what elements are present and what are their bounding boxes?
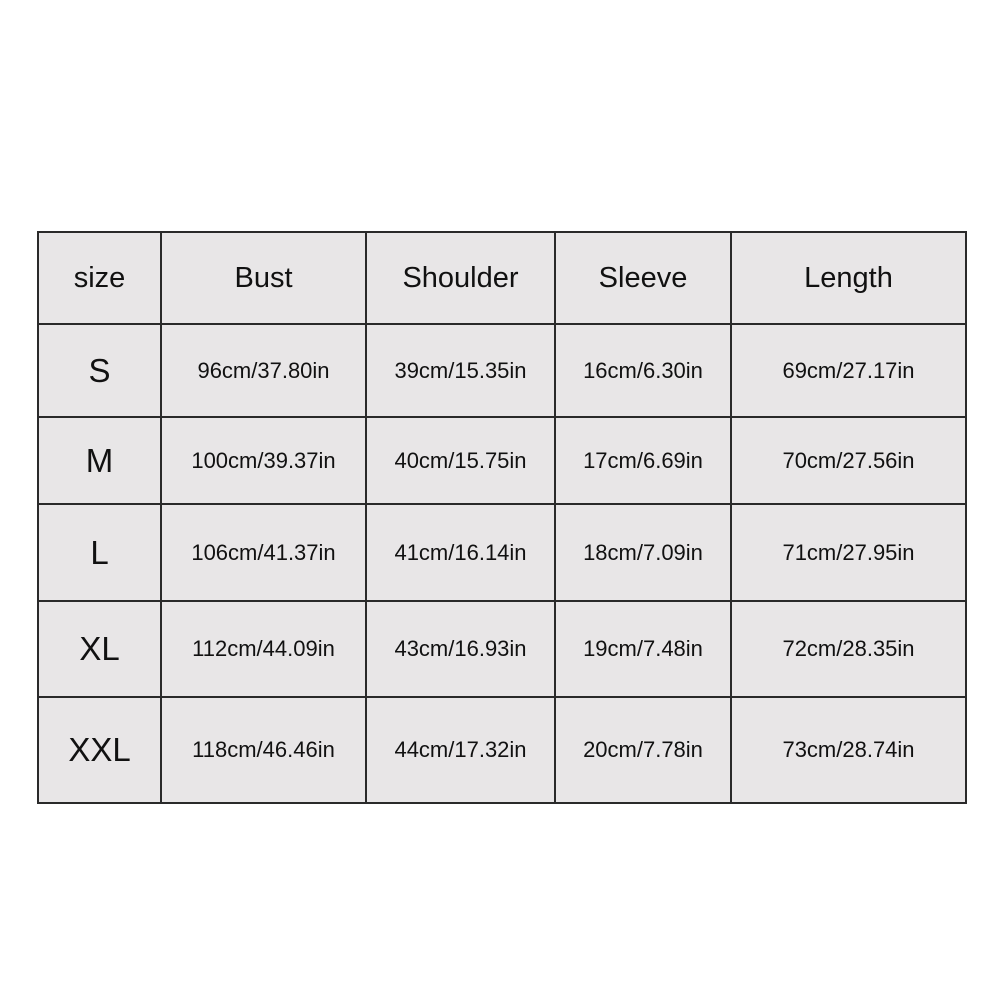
size-cell: XL <box>38 601 161 697</box>
header-row <box>38 232 966 324</box>
bust-cell: 118cm/46.46in <box>161 697 366 803</box>
bust-cell: 100cm/39.37in <box>161 417 366 504</box>
sleeve-cell: 19cm/7.48in <box>555 601 731 697</box>
length-cell: 72cm/28.35in <box>731 601 966 697</box>
sleeve-cell: 17cm/6.69in <box>555 417 731 504</box>
shoulder-cell: 39cm/15.35in <box>366 324 555 417</box>
header-bust: Bust <box>161 232 366 324</box>
header-sleeve: Sleeve <box>555 232 731 324</box>
table-row <box>38 697 966 803</box>
sleeve-cell: 16cm/6.30in <box>555 324 731 417</box>
header-length: Length <box>731 232 966 324</box>
size-cell: S <box>38 324 161 417</box>
sleeve-cell: 20cm/7.78in <box>555 697 731 803</box>
size-cell: L <box>38 504 161 601</box>
length-cell: 69cm/27.17in <box>731 324 966 417</box>
bust-cell: 106cm/41.37in <box>161 504 366 601</box>
table-row <box>38 324 966 417</box>
length-cell: 73cm/28.74in <box>731 697 966 803</box>
length-cell: 71cm/27.95in <box>731 504 966 601</box>
length-cell: 70cm/27.56in <box>731 417 966 504</box>
bust-cell: 112cm/44.09in <box>161 601 366 697</box>
table-row <box>38 504 966 601</box>
table-row <box>38 417 966 504</box>
table-row <box>38 601 966 697</box>
bust-cell: 96cm/37.80in <box>161 324 366 417</box>
shoulder-cell: 41cm/16.14in <box>366 504 555 601</box>
header-size: size <box>38 232 161 324</box>
shoulder-cell: 44cm/17.32in <box>366 697 555 803</box>
size-chart-table <box>37 231 967 804</box>
sleeve-cell: 18cm/7.09in <box>555 504 731 601</box>
header-shoulder: Shoulder <box>366 232 555 324</box>
shoulder-cell: 40cm/15.75in <box>366 417 555 504</box>
shoulder-cell: 43cm/16.93in <box>366 601 555 697</box>
size-cell: XXL <box>38 697 161 803</box>
size-cell: M <box>38 417 161 504</box>
